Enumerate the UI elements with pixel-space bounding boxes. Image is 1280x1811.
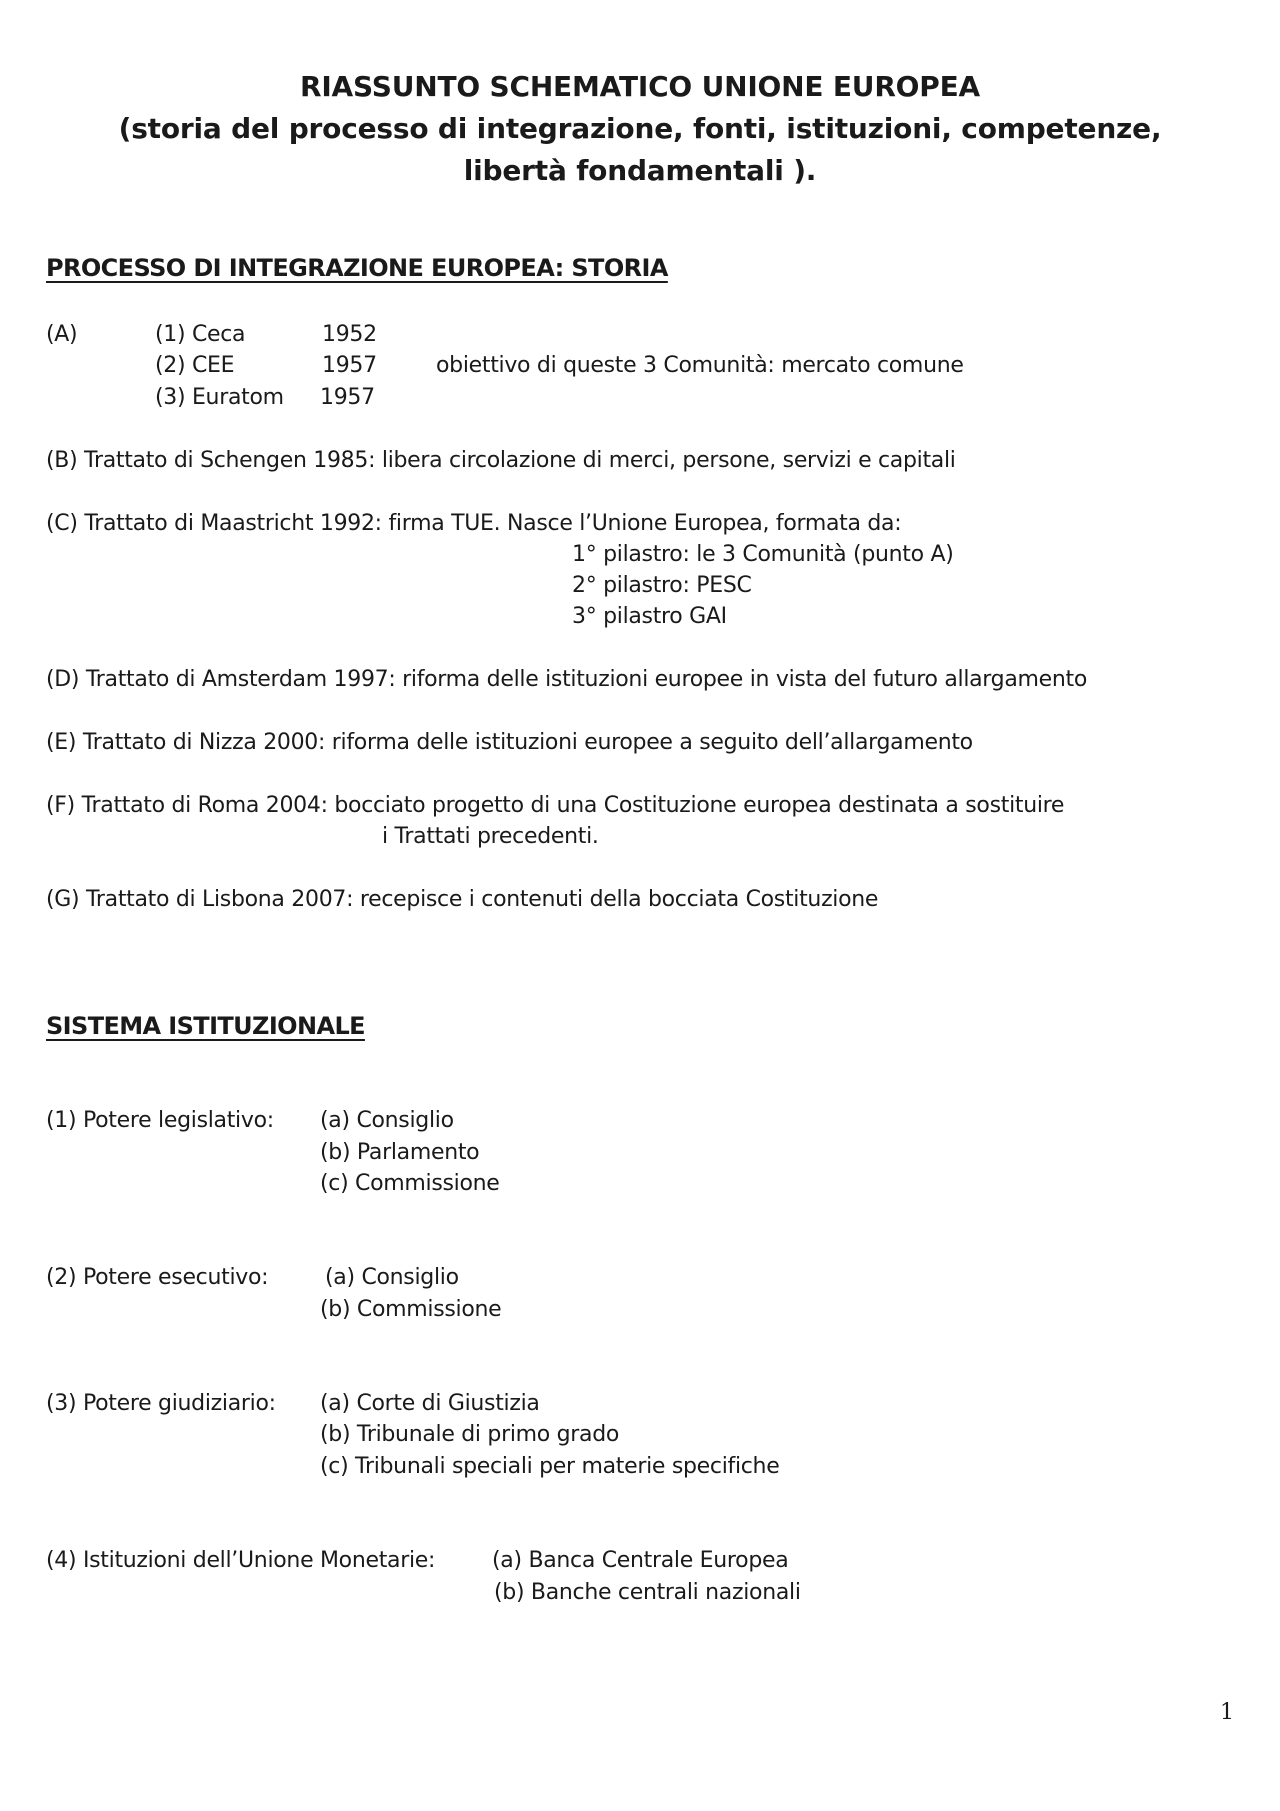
institution-item: (c) Tribunali speciali per materie specifiche xyxy=(320,1454,780,1479)
item-f-line-2: i Trattati precedenti. xyxy=(382,824,599,849)
community-name: (1) Ceca xyxy=(155,322,246,347)
item-d: (D) Trattato di Amsterdam 1997: riforma delle istituzioni europee in vista del futuro allargamento xyxy=(46,667,1088,692)
pillar-item: 3° pilastro GAI xyxy=(572,604,727,629)
institution-item: (a) Corte di Giustizia xyxy=(320,1391,540,1416)
item-a-note: obiettivo di queste 3 Comunità: mercato comune xyxy=(436,353,964,378)
document-title-line-2: (storia del processo di integrazione, fonti, istituzioni, competenze, xyxy=(118,112,1162,145)
institution-group-label: (2) Potere esecutivo: xyxy=(46,1265,269,1290)
institution-item: (a) Consiglio xyxy=(325,1265,459,1290)
item-e: (E) Trattato di Nizza 2000: riforma delle istituzioni europee a seguito dell’allargamento xyxy=(46,730,973,755)
page-number: 1 xyxy=(1220,1700,1234,1725)
institutions-heading: SISTEMA ISTITUZIONALE xyxy=(46,1012,365,1040)
institution-item: (b) Banche centrali nazionali xyxy=(494,1580,801,1605)
institution-item: (a) Consiglio xyxy=(320,1108,454,1133)
institution-group-label: (4) Istituzioni dell’Unione Monetarie: xyxy=(46,1548,436,1573)
item-g: (G) Trattato di Lisbona 2007: recepisce i contenuti della bocciata Costituzione xyxy=(46,887,879,912)
institution-item: (b) Commissione xyxy=(320,1297,502,1322)
history-heading: PROCESSO DI INTEGRAZIONE EUROPEA: STORIA xyxy=(46,254,668,282)
pillar-item: 2° pilastro: PESC xyxy=(572,573,752,598)
community-year: 1957 xyxy=(320,385,375,410)
item-f-line-1: (F) Trattato di Roma 2004: bocciato progetto di una Costituzione europea destinata a sostituire xyxy=(46,793,1065,818)
institution-item: (b) Parlamento xyxy=(320,1140,480,1165)
item-b: (B) Trattato di Schengen 1985: libera circolazione di merci, persone, servizi e capitali xyxy=(46,448,956,473)
community-year: 1957 xyxy=(322,353,377,378)
community-year: 1952 xyxy=(322,322,377,347)
pillar-item: 1° pilastro: le 3 Comunità (punto A) xyxy=(572,542,954,567)
institution-group-label: (3) Potere giudiziario: xyxy=(46,1391,276,1416)
community-name: (3) Euratom xyxy=(155,385,284,410)
institution-item: (c) Commissione xyxy=(320,1171,500,1196)
document-title-line-1: RIASSUNTO SCHEMATICO UNIONE EUROPEA xyxy=(299,70,981,103)
document-title-line-3: libertà fondamentali ). xyxy=(463,154,817,187)
community-name: (2) CEE xyxy=(155,353,235,378)
item-c: (C) Trattato di Maastricht 1992: firma TUE. Nasce l’Unione Europea, formata da: xyxy=(46,511,902,536)
institution-item: (b) Tribunale di primo grado xyxy=(320,1422,620,1447)
institution-item: (a) Banca Centrale Europea xyxy=(492,1548,789,1573)
institution-group-label: (1) Potere legislativo: xyxy=(46,1108,274,1133)
item-a-label: (A) xyxy=(46,322,78,347)
